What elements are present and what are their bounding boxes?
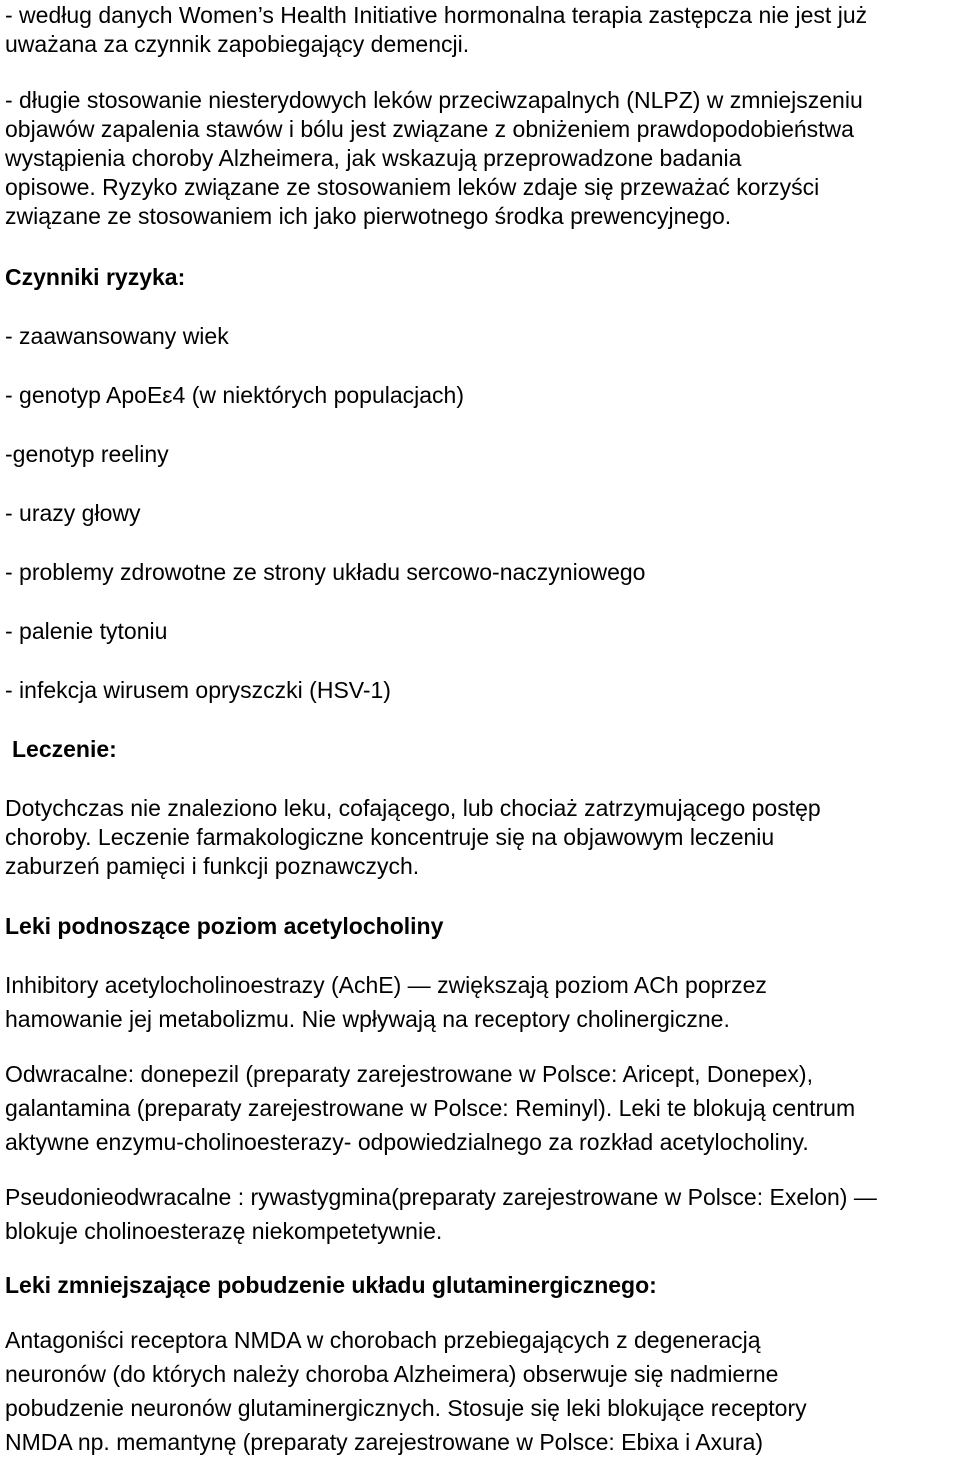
risk-item: - infekcja wirusem opryszczki (HSV-1) — [5, 677, 391, 703]
risk-item: - urazy głowy — [5, 500, 141, 526]
glu-heading: Leki zmniejszające pobudzenie układu glutaminergicznego: — [5, 1272, 657, 1298]
risk-item: - genotyp ApoEε4 (w niektórych populacjach) — [5, 382, 465, 408]
intro-line-4: objawów zapalenia stawów i bólu jest związane z obniżeniem prawdopodobieństwa — [5, 116, 854, 142]
risk-item: - problemy zdrowotne ze strony układu sercowo-naczyniowego — [5, 559, 646, 585]
intro-line-5: wystąpienia choroby Alzheimera, jak wskazują przeprowadzone badania — [5, 145, 742, 171]
treatment-line-1: Dotychczas nie znaleziono leku, cofającego, lub chociaż zatrzymującego postęp — [5, 795, 821, 821]
ach-line-1: Inhibitory acetylocholinoestrazy (AchE) — zwiększają poziom ACh poprzez — [5, 972, 767, 998]
intro-line-6: opisowe. Ryzyko związane ze stosowaniem leków zdaje się przeważać korzyści — [5, 174, 820, 200]
risk-item: -genotyp reeliny — [5, 441, 169, 467]
treatment-line-3: zaburzeń pamięci i funkcji poznawczych. — [5, 853, 420, 879]
ach-line-7: blokuje cholinoesterazę niekompetetywnie. — [5, 1218, 443, 1244]
intro-line-7: związane ze stosowaniem ich jako pierwotnego środka prewencyjnego. — [5, 203, 732, 229]
risk-item: - palenie tytoniu — [5, 618, 168, 644]
glu-line-3: pobudzenie neuronów glutaminergicznych. Stosuje się leki blokujące receptory — [5, 1395, 807, 1421]
intro-line-2: uważana za czynnik zapobiegający demencji. — [5, 31, 470, 57]
ach-heading: Leki podnoszące poziom acetylocholiny — [5, 913, 444, 939]
ach-line-5: aktywne enzymu-cholinoesterazy- odpowiedzialnego za rozkład acetylocholiny. — [5, 1129, 809, 1155]
ach-line-2: hamowanie jej metabolizmu. Nie wpływają na receptory cholinergiczne. — [5, 1006, 730, 1032]
treatment-line-2: choroby. Leczenie farmakologiczne koncentruje się na objawowym leczeniu — [5, 824, 775, 850]
ach-line-3: Odwracalne: donepezil (preparaty zarejestrowane w Polsce: Aricept, Donepex), — [5, 1061, 813, 1087]
glu-line-2: neuronów (do których należy choroba Alzheimera) obserwuje się nadmierne — [5, 1361, 779, 1387]
glu-line-1: Antagoniści receptora NMDA w chorobach przebiegających z degeneracją — [5, 1327, 761, 1353]
ach-line-6: Pseudonieodwracalne : rywastygmina(preparaty zarejestrowane w Polsce: Exelon) — — [5, 1184, 877, 1210]
intro-line-3: - długie stosowanie niesterydowych leków przeciwzapalnych (NLPZ) w zmniejszeniu — [5, 87, 863, 113]
glu-line-4: NMDA np. memantynę (preparaty zarejestrowane w Polsce: Ebixa i Axura) — [5, 1429, 764, 1455]
treatment-heading: Leczenie: — [12, 736, 117, 762]
risk-item: - zaawansowany wiek — [5, 323, 229, 349]
ach-line-4: galantamina (preparaty zarejestrowane w Polsce: Reminyl). Leki te blokują centrum — [5, 1095, 856, 1121]
risk-heading: Czynniki ryzyka: — [5, 264, 186, 290]
intro-line-1: - według danych Women’s Health Initiative hormonalna terapia zastępcza nie jest już — [5, 2, 868, 28]
